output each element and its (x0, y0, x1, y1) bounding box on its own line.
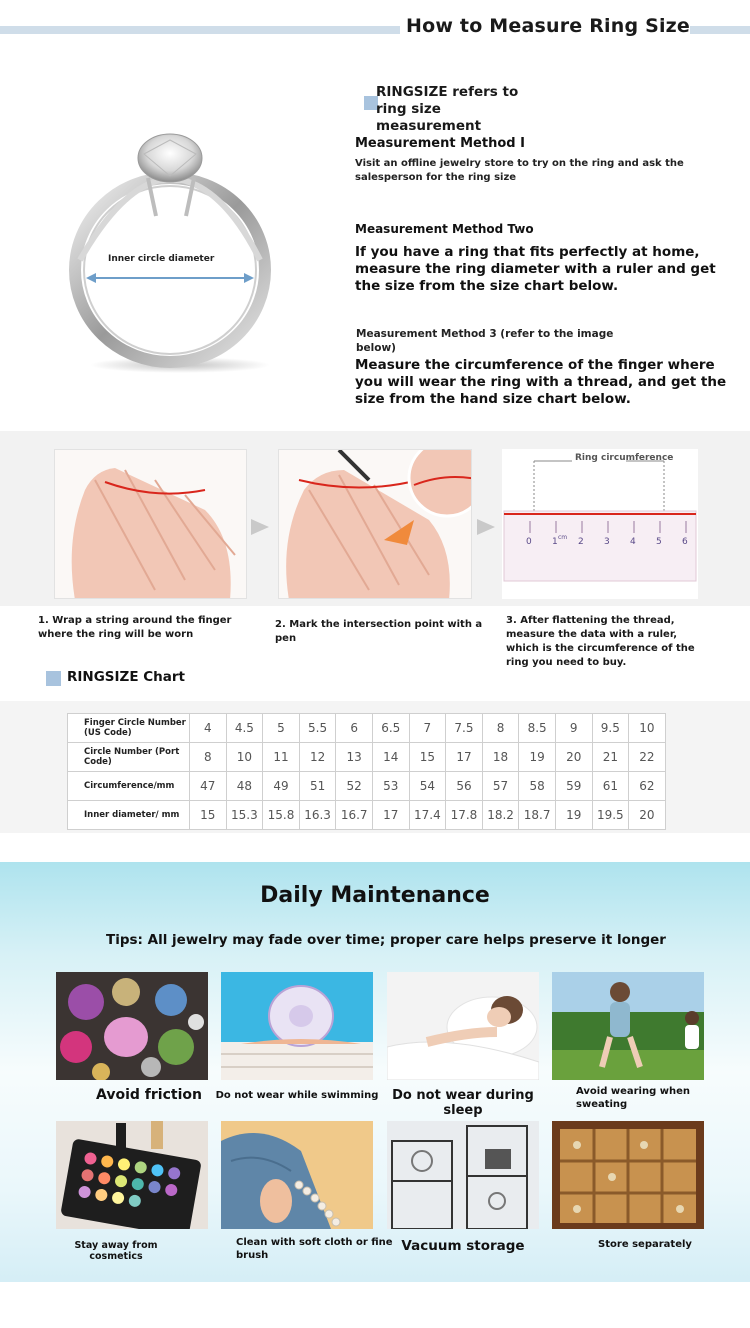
inner-circle-label: Inner circle diameter (108, 254, 215, 264)
table-cell: 51 (299, 772, 336, 801)
table-cell: 13 (336, 743, 373, 772)
step-arrow-1 (251, 519, 269, 535)
maintenance-title: Daily Maintenance (260, 883, 490, 908)
ruler-number: 4 (630, 537, 636, 547)
table-cell: 8 (482, 714, 519, 743)
chart-bullet (46, 671, 61, 686)
table-cell: 17 (446, 743, 483, 772)
table-row (68, 772, 666, 801)
hand-string-photo (54, 449, 247, 599)
table-cell: 9 (555, 714, 592, 743)
caption-avoid-friction: Avoid friction (96, 1087, 202, 1103)
row-header: Inner diameter/ mm (68, 801, 190, 830)
table-cell: 5.5 (299, 714, 336, 743)
table-cell: 15 (190, 801, 227, 830)
table-cell: 21 (592, 743, 629, 772)
ruler-number: 2 (578, 537, 584, 547)
ruler-number: 6 (682, 537, 688, 547)
step3-caption: 3. After flattening the thread, measure the data with a ruler, which is the circumference of the ring you need to buy. (506, 615, 695, 668)
sleeping-woman-photo (387, 972, 539, 1080)
table-cell: 57 (482, 772, 519, 801)
table-cell: 48 (226, 772, 263, 801)
running-photo (552, 972, 704, 1080)
ringsize-definition: RINGSIZE refers to ring size measurement (376, 84, 519, 134)
table-cell: 18.2 (482, 801, 519, 830)
maintenance-tip: Tips: All jewelry may fade over time; proper care helps preserve it longer (106, 932, 666, 948)
caption-no-sleep: Do not wear during sleep (392, 1088, 534, 1118)
table-row (68, 801, 666, 830)
table-cell: 18.7 (519, 801, 556, 830)
table-cell: 11 (263, 743, 300, 772)
ruler-number: 1 (552, 537, 558, 547)
table-cell: 15.8 (263, 801, 300, 830)
jewelry-box-photo (552, 1121, 704, 1229)
table-cell: 53 (372, 772, 409, 801)
table-cell: 19 (519, 743, 556, 772)
ruler-photo (502, 449, 698, 599)
table-cell: 10 (629, 714, 666, 743)
table-cell: 58 (519, 772, 556, 801)
pen-mark-photo (278, 449, 472, 599)
cleaning-cloth-photo (221, 1121, 373, 1229)
table-cell: 22 (629, 743, 666, 772)
caption-vacuum-storage: Vacuum storage (401, 1238, 525, 1254)
table-cell: 17.4 (409, 801, 446, 830)
table-cell: 4 (190, 714, 227, 743)
table-cell: 20 (629, 801, 666, 830)
chart-title: RINGSIZE Chart (67, 669, 185, 685)
table-cell: 59 (555, 772, 592, 801)
step-arrow-2 (477, 519, 495, 535)
eyeshadow-palette-photo (56, 1121, 208, 1229)
table-cell: 19.5 (592, 801, 629, 830)
row-header: Circle Number (Port Code) (68, 743, 190, 772)
table-cell: 17 (372, 801, 409, 830)
table-cell: 12 (299, 743, 336, 772)
table-cell: 52 (336, 772, 373, 801)
ruler-unit: cm (558, 534, 568, 541)
gemstones-photo (56, 972, 208, 1080)
method2-text: If you have a ring that fits perfectly at home, measure the ring diameter with a ruler and get the size from the size chart below. (355, 244, 716, 294)
table-cell: 15.3 (226, 801, 263, 830)
table-cell: 17.8 (446, 801, 483, 830)
table-cell: 14 (372, 743, 409, 772)
table-cell: 16.3 (299, 801, 336, 830)
table-cell: 49 (263, 772, 300, 801)
table-cell: 54 (409, 772, 446, 801)
page-title: How to Measure Ring Size (406, 15, 691, 37)
table-cell: 6 (336, 714, 373, 743)
table-cell: 62 (629, 772, 666, 801)
table-cell: 10 (226, 743, 263, 772)
table-row (68, 743, 666, 772)
display-case-photo (387, 1121, 539, 1229)
table-cell: 18 (482, 743, 519, 772)
ring-illustration (60, 120, 290, 380)
table-cell: 5 (263, 714, 300, 743)
ruler-number: 0 (526, 537, 532, 547)
table-cell: 61 (592, 772, 629, 801)
table-cell: 7 (409, 714, 446, 743)
method3-title: Measurement Method 3 (refer to the image below) (356, 328, 614, 354)
caption-no-swimming: Do not wear while swimming (215, 1090, 379, 1101)
method1-title: Measurement Method I (355, 136, 525, 151)
table-cell: 8.5 (519, 714, 556, 743)
step2-caption: 2. Mark the intersection point with a pen (275, 619, 483, 644)
table-row (68, 714, 666, 743)
table-cell: 19 (555, 801, 592, 830)
table-cell: 47 (190, 772, 227, 801)
table-cell: 6.5 (372, 714, 409, 743)
header-divider-left (0, 26, 400, 34)
table-cell: 15 (409, 743, 446, 772)
table-cell: 8 (190, 743, 227, 772)
method2-title: Measurement Method Two (355, 222, 534, 236)
header-divider-right (690, 26, 750, 34)
table-cell: 56 (446, 772, 483, 801)
ruler-number: 5 (656, 537, 662, 547)
table-cell: 7.5 (446, 714, 483, 743)
table-cell: 9.5 (592, 714, 629, 743)
caption-soft-cloth: Clean with soft cloth or fine brush (236, 1237, 393, 1261)
ring-size-table (67, 713, 666, 830)
caption-cosmetics: Stay away from cosmetics (74, 1240, 158, 1262)
table-cell: 16.7 (336, 801, 373, 830)
step1-caption: 1. Wrap a string around the finger where the ring will be worn (38, 615, 232, 640)
ruler-scale (524, 534, 698, 549)
row-header: Finger Circle Number (US Code) (68, 714, 190, 743)
table-cell: 20 (555, 743, 592, 772)
caption-store-separately: Store separately (598, 1239, 692, 1250)
ring-icon (60, 120, 290, 380)
table-cell: 4.5 (226, 714, 263, 743)
ruler-number: 3 (604, 537, 610, 547)
row-header: Circumference/mm (68, 772, 190, 801)
swimming-pool-photo (221, 972, 373, 1080)
ring-circumference-label: Ring circumference (575, 453, 674, 463)
caption-no-sweating: Avoid wearing when sweating (576, 1086, 690, 1110)
method3-text: Measure the circumference of the finger where you will wear the ring with a thread, and get the size from the hand size chart below. (355, 357, 727, 407)
method1-text: Visit an offline jewelry store to try on the ring and ask the salesperson for the ring size (355, 158, 684, 183)
